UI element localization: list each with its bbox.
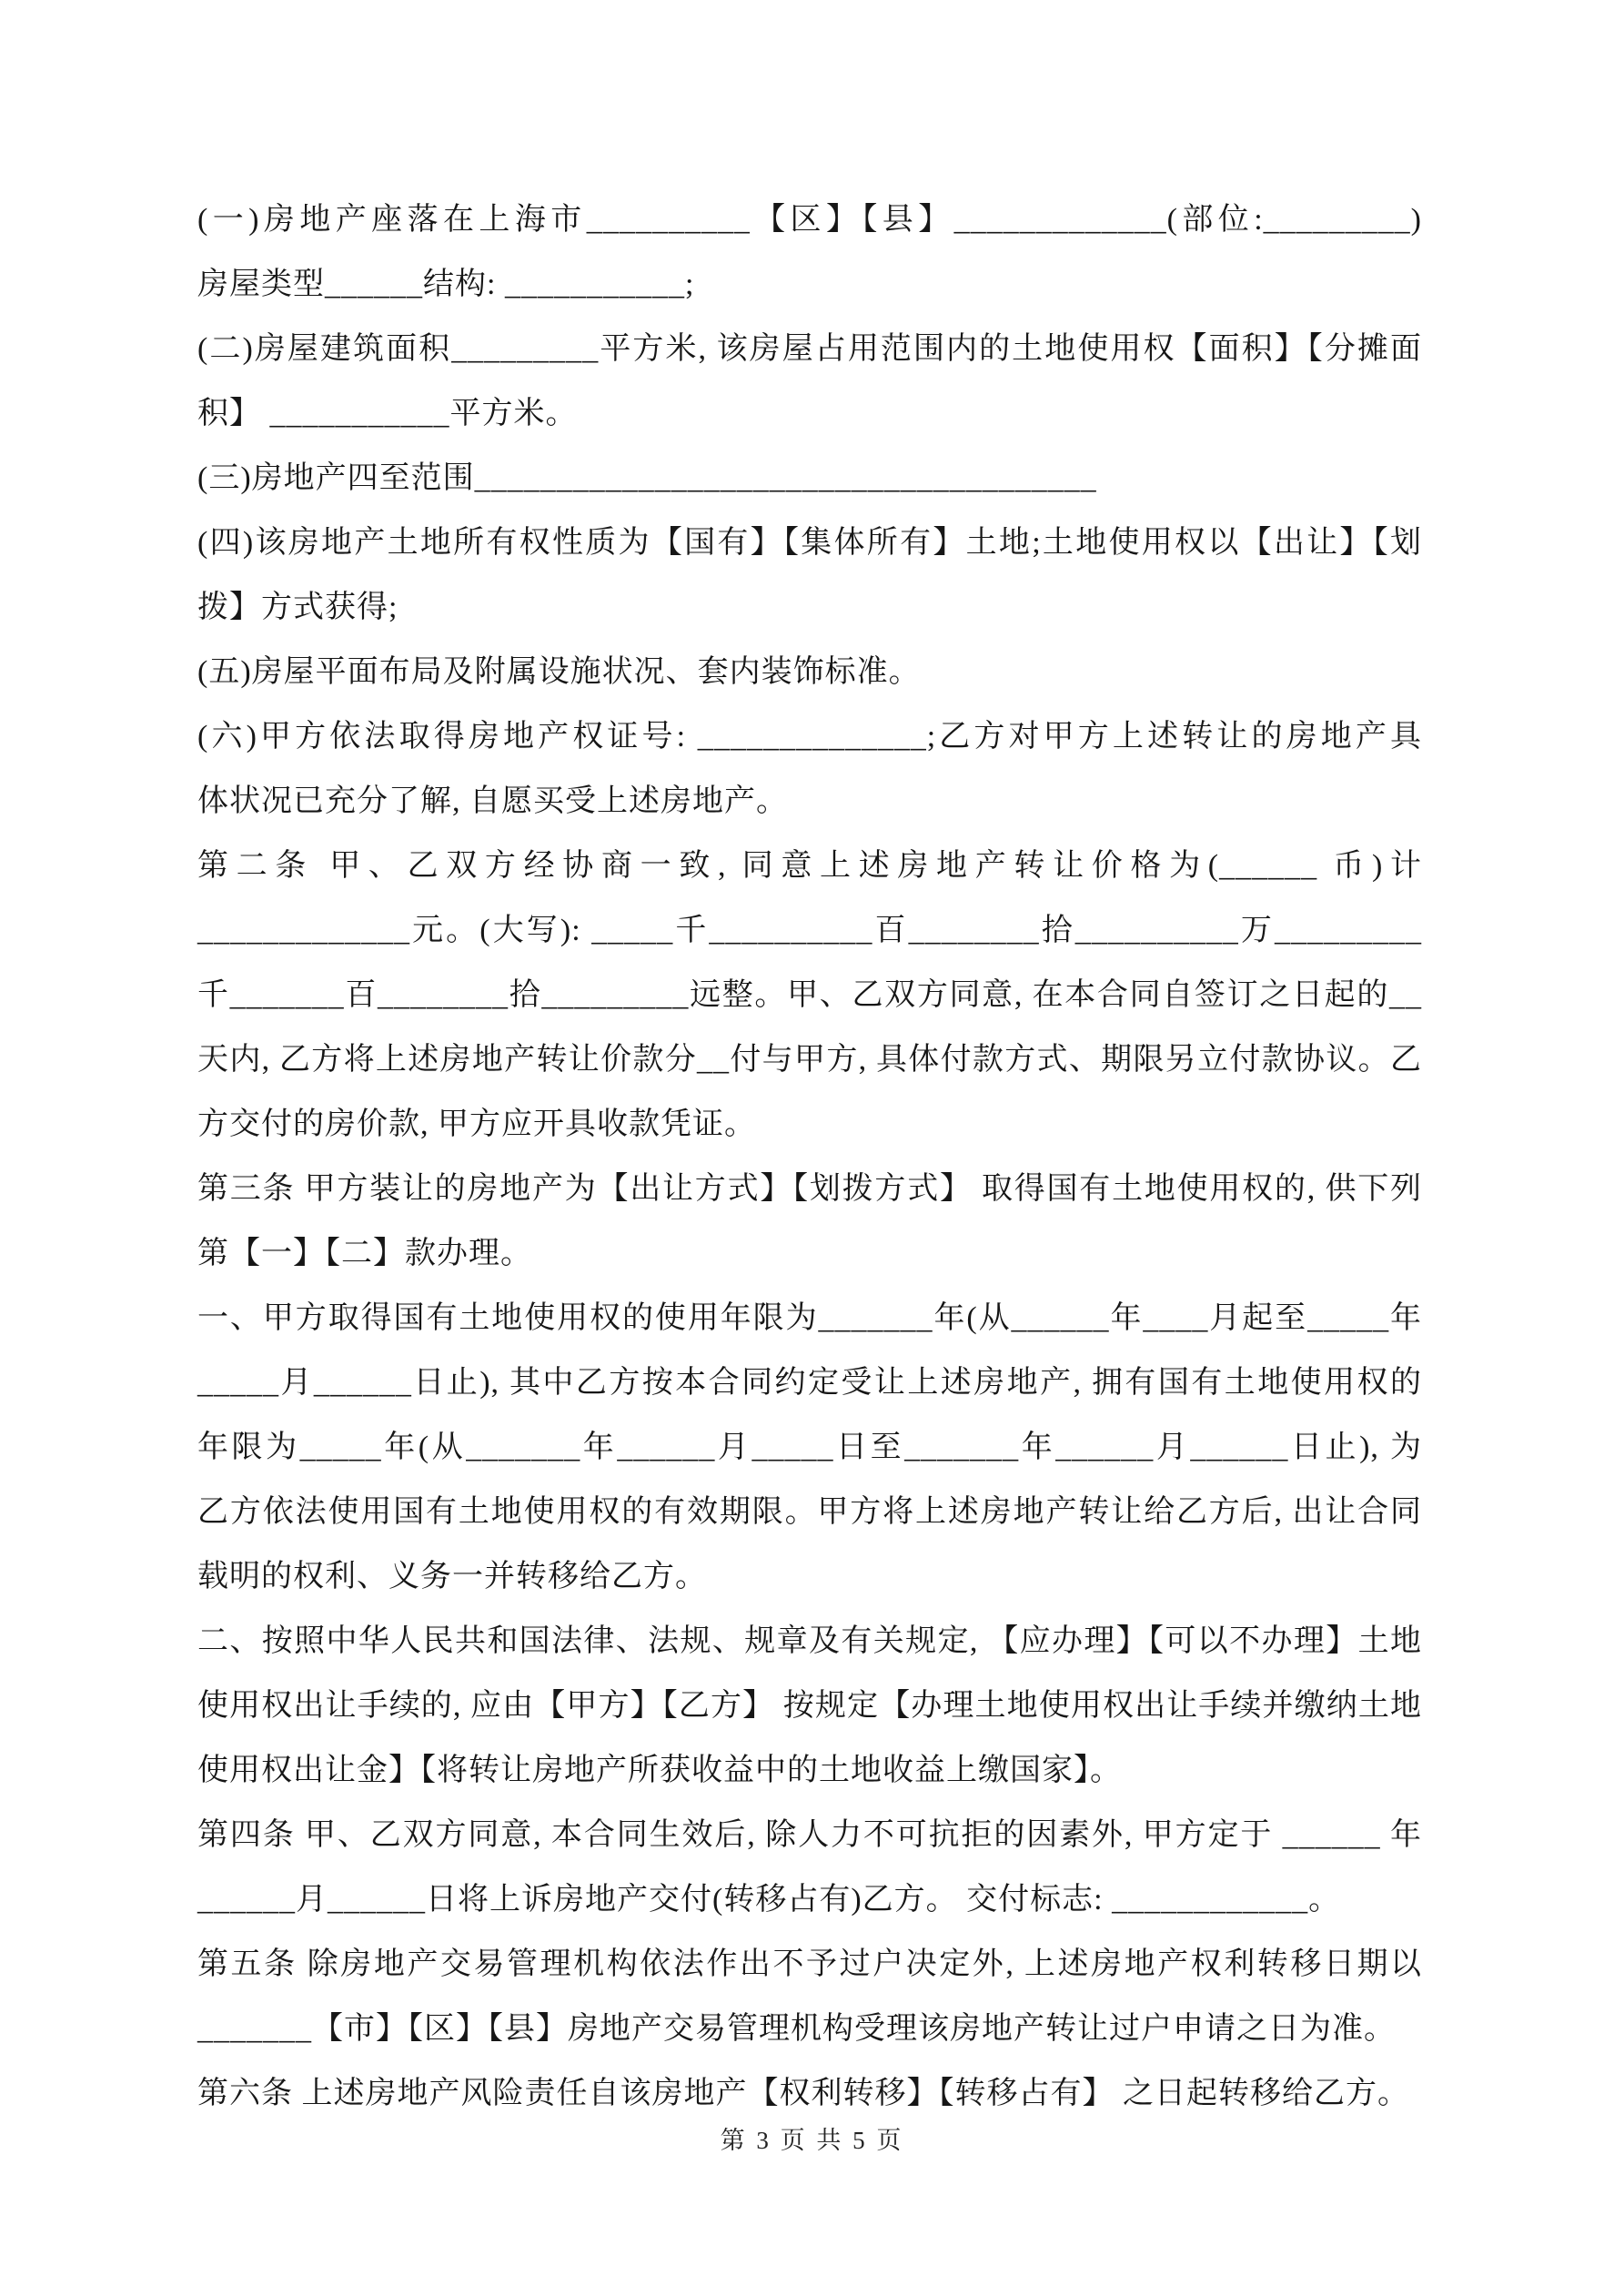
contract-line: 方交付的房价款, 甲方应开具收款凭证。	[197, 1108, 756, 1141]
contract-line: 第三条 甲方装让的房地产为【出让方式】【划拨方式】 取得国有土地使用权的, 供下列	[197, 1172, 1422, 1206]
contract-line: (二)房屋建筑面积_________平方米, 该房屋占用范围内的土地使用权【面积】【分摊面	[197, 332, 1422, 366]
contract-line: 载明的权利、义务一并转移给乙方。	[197, 1560, 707, 1593]
contract-body	[197, 187, 1422, 2126]
contract-line: 使用权出让手续的, 应由【甲方】【乙方】 按规定【办理土地使用权出让手续并缴纳土地	[197, 1689, 1422, 1723]
contract-line: 积】 ___________平方米。	[197, 397, 578, 430]
contract-line: (四)该房地产土地所有权性质为【国有】【集体所有】土地;土地使用权以【出让】【划	[197, 526, 1422, 560]
contract-line: (五)房屋平面布局及附属设施状况、套内装饰标准。	[197, 655, 921, 689]
contract-line: _______【市】【区】【县】房地产交易管理机构受理该房地产转让过户申请之日为准。	[197, 2012, 1396, 2046]
contract-line: 拨】方式获得;	[197, 591, 398, 624]
contract-line: (三)房地产四至范围______________________________________	[197, 461, 1097, 495]
contract-line: _____________元。(大写): _____千__________百________拾__________万_________	[197, 914, 1422, 947]
contract-line: 年限为_____年(从_______年______月_____日至_______年______月______日止), 为	[197, 1431, 1422, 1464]
contract-line: 使用权出让金】【将转让房地产所获收益中的土地收益上缴国家】。	[197, 1754, 1122, 1787]
contract-line: ______月______日将上诉房地产交付(转移占有)乙方。 交付标志: ____________。	[197, 1883, 1341, 1917]
contract-line: 一、甲方取得国有土地使用权的使用年限为_______年(从______年____月起至_____年	[197, 1301, 1422, 1335]
contract-line: 天内, 乙方将上述房地产转让价款分__付与甲方, 具体付款方式、期限另立付款协议。乙	[197, 1043, 1422, 1077]
contract-line: (一)房地产座落在上海市__________【区】【县】_____________(部位:_________)	[197, 203, 1422, 237]
contract-line: 二、按照中华人民共和国法律、法规、规章及有关规定, 【应办理】【可以不办理】土地	[197, 1624, 1422, 1658]
contract-line: 乙方依法使用国有土地使用权的有效期限。甲方将上述房地产转让给乙方后, 出让合同	[197, 1495, 1422, 1529]
contract-line: 第二条 甲、乙双方经协商一致, 同意上述房地产转让价格为(______ 币)计	[197, 849, 1422, 883]
page-number: 第 3 页 共 5 页	[720, 2127, 904, 2154]
contract-line: 体状况已充分了解, 自愿买受上述房地产。	[197, 784, 788, 818]
contract-line: 房屋类型______结构: ___________;	[197, 268, 695, 301]
contract-line: 第五条 除房地产交易管理机构依法作出不予过户决定外, 上述房地产权利转移日期以	[197, 1947, 1422, 1981]
contract-line: (六)甲方依法取得房地产权证号: ______________;乙方对甲方上述转让的房地产具	[197, 720, 1422, 754]
contract-line: 第【一】【二】款办理。	[197, 1237, 532, 1270]
contract-line: 第六条 上述房地产风险责任自该房地产【权利转移】【转移占有】 之日起转移给乙方。	[197, 2077, 1409, 2110]
contract-line: _____月______日止), 其中乙方按本合同约定受让上述房地产, 拥有国有土地使用权的	[197, 1366, 1422, 1400]
contract-line: 第四条 甲、乙双方同意, 本合同生效后, 除人力不可抗拒的因素外, 甲方定于 ______ 年	[197, 1818, 1422, 1852]
contract-line: 千_______百________拾_________远整。甲、乙双方同意, 在本合同自签订之日起的__	[197, 978, 1422, 1012]
